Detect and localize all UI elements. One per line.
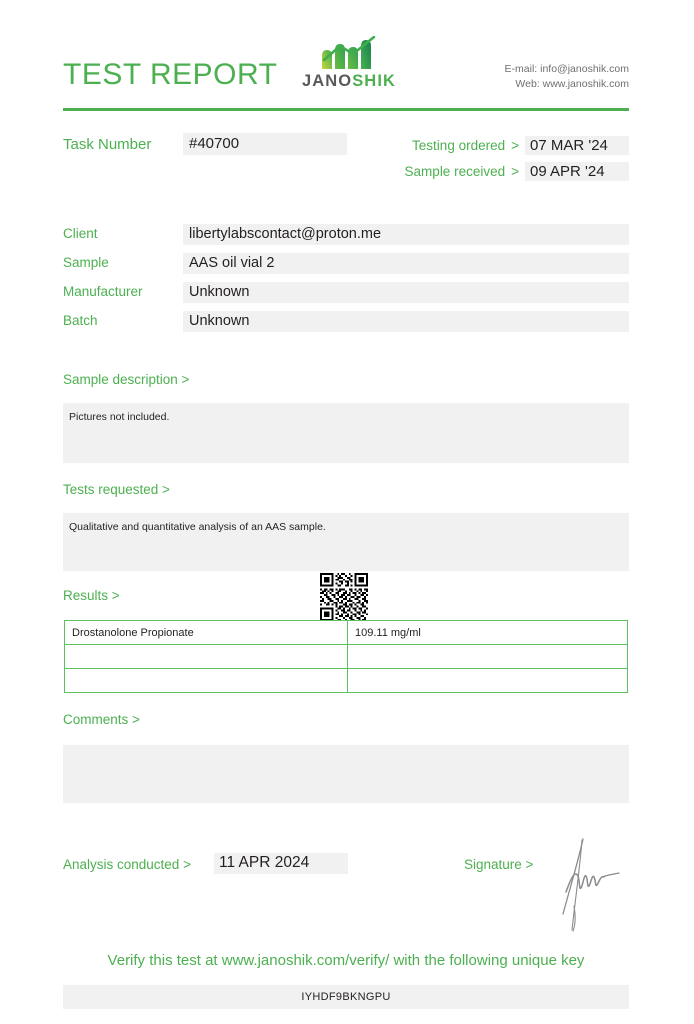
testing-ordered-separator: > <box>511 138 519 153</box>
testing-ordered-value: 07 MAR '24 <box>525 136 629 155</box>
unique-key-value: IYHDF9BKNGPU <box>63 985 629 1009</box>
result-name-1 <box>65 645 348 669</box>
tests-requested-heading: Tests requested > <box>63 482 170 497</box>
task-number-value: #40700 <box>183 133 347 155</box>
signature-label: Signature > <box>464 857 534 872</box>
table-row <box>65 621 628 645</box>
manufacturer-value: Unknown <box>183 282 629 303</box>
table-row <box>65 669 628 693</box>
sample-received-separator: > <box>511 164 519 179</box>
date-rows <box>329 136 629 188</box>
result-amount-0: 109.11 mg/ml <box>348 621 628 645</box>
header-divider <box>63 108 629 111</box>
sample-received-row <box>329 162 629 181</box>
result-name-0: Drostanolone Propionate <box>65 621 348 645</box>
logo-word-dark: JANO <box>301 72 353 90</box>
testing-ordered-label: Testing ordered <box>412 138 506 153</box>
sample-description-heading: Sample description > <box>63 372 190 387</box>
manufacturer-label: Manufacturer <box>63 284 143 299</box>
analysis-conducted-date: 11 APR 2024 <box>214 853 348 874</box>
report-header <box>63 36 629 100</box>
field-row-sample <box>63 253 629 274</box>
comments-heading: Comments > <box>63 712 140 727</box>
batch-value: Unknown <box>183 311 629 332</box>
results-table <box>64 620 628 693</box>
qr-code-icon <box>320 573 368 621</box>
contact-web: Web: www.janoshik.com <box>515 78 629 91</box>
field-row-manufacturer <box>63 282 629 303</box>
sample-value: AAS oil vial 2 <box>183 253 629 274</box>
result-amount-2 <box>348 669 628 693</box>
janoshik-logo <box>295 36 403 91</box>
client-label: Client <box>63 226 98 241</box>
comments-body <box>63 745 629 803</box>
contact-email: E-mail: info@janoshik.com <box>504 63 629 75</box>
testing-ordered-row <box>329 136 629 155</box>
field-row-client <box>63 224 629 245</box>
analysis-conducted-label: Analysis conducted > <box>63 857 191 872</box>
page-title: TEST REPORT <box>63 58 278 91</box>
bar-chart-growth-icon <box>318 36 380 70</box>
sample-label: Sample <box>63 255 109 270</box>
results-heading: Results > <box>63 588 120 603</box>
table-row <box>65 645 628 669</box>
contact-info <box>505 62 629 92</box>
field-row-batch <box>63 311 629 332</box>
sample-info-fields <box>63 224 629 340</box>
sample-received-label: Sample received <box>404 164 506 179</box>
logo-word-green: SHIK <box>352 72 397 90</box>
result-amount-1 <box>348 645 628 669</box>
tests-requested-body: Qualitative and quantitative analysis of an AAS sample. <box>63 513 629 571</box>
batch-label: Batch <box>63 313 98 328</box>
verify-instruction: Verify this test at www.janoshik.com/verify/ with the following unique key <box>107 952 585 969</box>
sample-description-body: Pictures not included. <box>63 403 629 463</box>
client-value: libertylabscontact@proton.me <box>183 224 629 245</box>
task-number-label: Task Number <box>63 136 152 153</box>
signature-mark <box>552 836 632 932</box>
result-name-2 <box>65 669 348 693</box>
sample-received-value: 09 APR '24 <box>525 162 629 181</box>
logo-wordmark <box>295 72 403 91</box>
